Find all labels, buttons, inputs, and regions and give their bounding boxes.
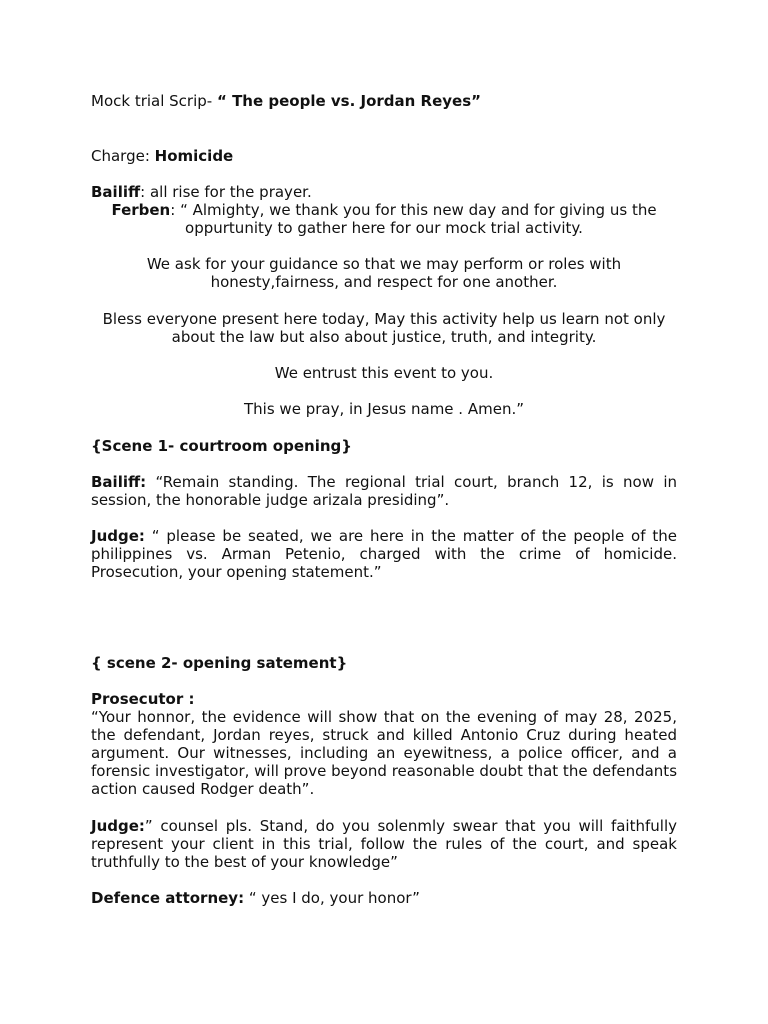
scene1-judge-text: “ please be seated, we are here in the matter of the people of the philippines vs. Arman Petenio, charged with the crime of homicide. Prosecution, your opening statement.” [91, 527, 677, 581]
speaker-bailiff: Bailiff [91, 183, 141, 201]
charge-line [91, 147, 677, 165]
defence-line [91, 889, 677, 907]
prayer-line-2: oppurtunity to gather here for our mock trial activity. [185, 219, 583, 237]
speaker-prosecutor [91, 690, 677, 708]
speaker-bailiff: Bailiff: [91, 473, 147, 491]
scene1-bailiff-text: “Remain standing. The regional trial court, branch 12, is now in session, the honorable judge arizala presiding”. [91, 473, 677, 509]
prayer-paragraph-blessing: Bless everyone present here today, May this activity help us learn not only about the law but also about justice, truth, and integrity. [102, 310, 666, 346]
scene2-heading-text: { scene 2- opening satement} [91, 654, 348, 672]
prosecutor-statement: “Your honnor, the evidence will show that on the evening of may 28, 2025, the defendant, Jordan reyes, struck and killed Antonio Cruz during heated argument. Our witnesses, including an eyewitness, a police officer, and a forensic investigator, will prove beyond reasonable doubt that the defendants action caused Rodger death”. [91, 708, 678, 798]
prayer-paragraph-amen: This we pray, in Jesus name . Amen.” [244, 400, 524, 418]
speaker-ferben: Ferben [111, 201, 171, 219]
scene2-judge-text: ” counsel pls. Stand, do you solenmly swear that you will faithfully represent your client in this trial, follow the rules of the court, and speak truthfully to the best of your knowledge” [91, 817, 677, 871]
speaker-judge: Judge: [91, 817, 145, 835]
scene2-heading [91, 654, 677, 672]
speaker-defence-attorney: Defence attorney: [91, 889, 245, 907]
scene1-judge-line [91, 527, 677, 581]
title-prefix: Mock trial Scrip- [91, 92, 217, 110]
scene1-heading-text: {Scene 1- courtroom opening} [91, 437, 352, 455]
prayer-paragraph-entrust: We entrust this event to you. [274, 364, 494, 382]
scene2-judge-line [91, 817, 677, 871]
scene1-bailiff-line [91, 473, 677, 509]
prayer-line-1 [91, 201, 677, 219]
prayer-paragraph-guidance: We ask for your guidance so that we may perform or roles with honesty,fairness, and respect for one another. [146, 255, 622, 291]
charge-value: Homicide [154, 147, 234, 165]
prayer-intro-text: : all rise for the prayer. [140, 183, 312, 201]
prayer-line-1-text: : “ Almighty, we thank you for this new day and for giving us the [170, 201, 657, 219]
speaker-judge: Judge: [91, 527, 145, 545]
charge-label: Charge: [91, 147, 155, 165]
prayer-intro [91, 183, 677, 201]
scene1-heading [91, 437, 677, 455]
defence-text: “ yes I do, your honor” [244, 889, 420, 907]
document-title [91, 92, 677, 110]
speaker-prosecutor-text: Prosecutor : [91, 690, 195, 708]
title-case-name: “ The people vs. Jordan Reyes” [216, 92, 481, 110]
